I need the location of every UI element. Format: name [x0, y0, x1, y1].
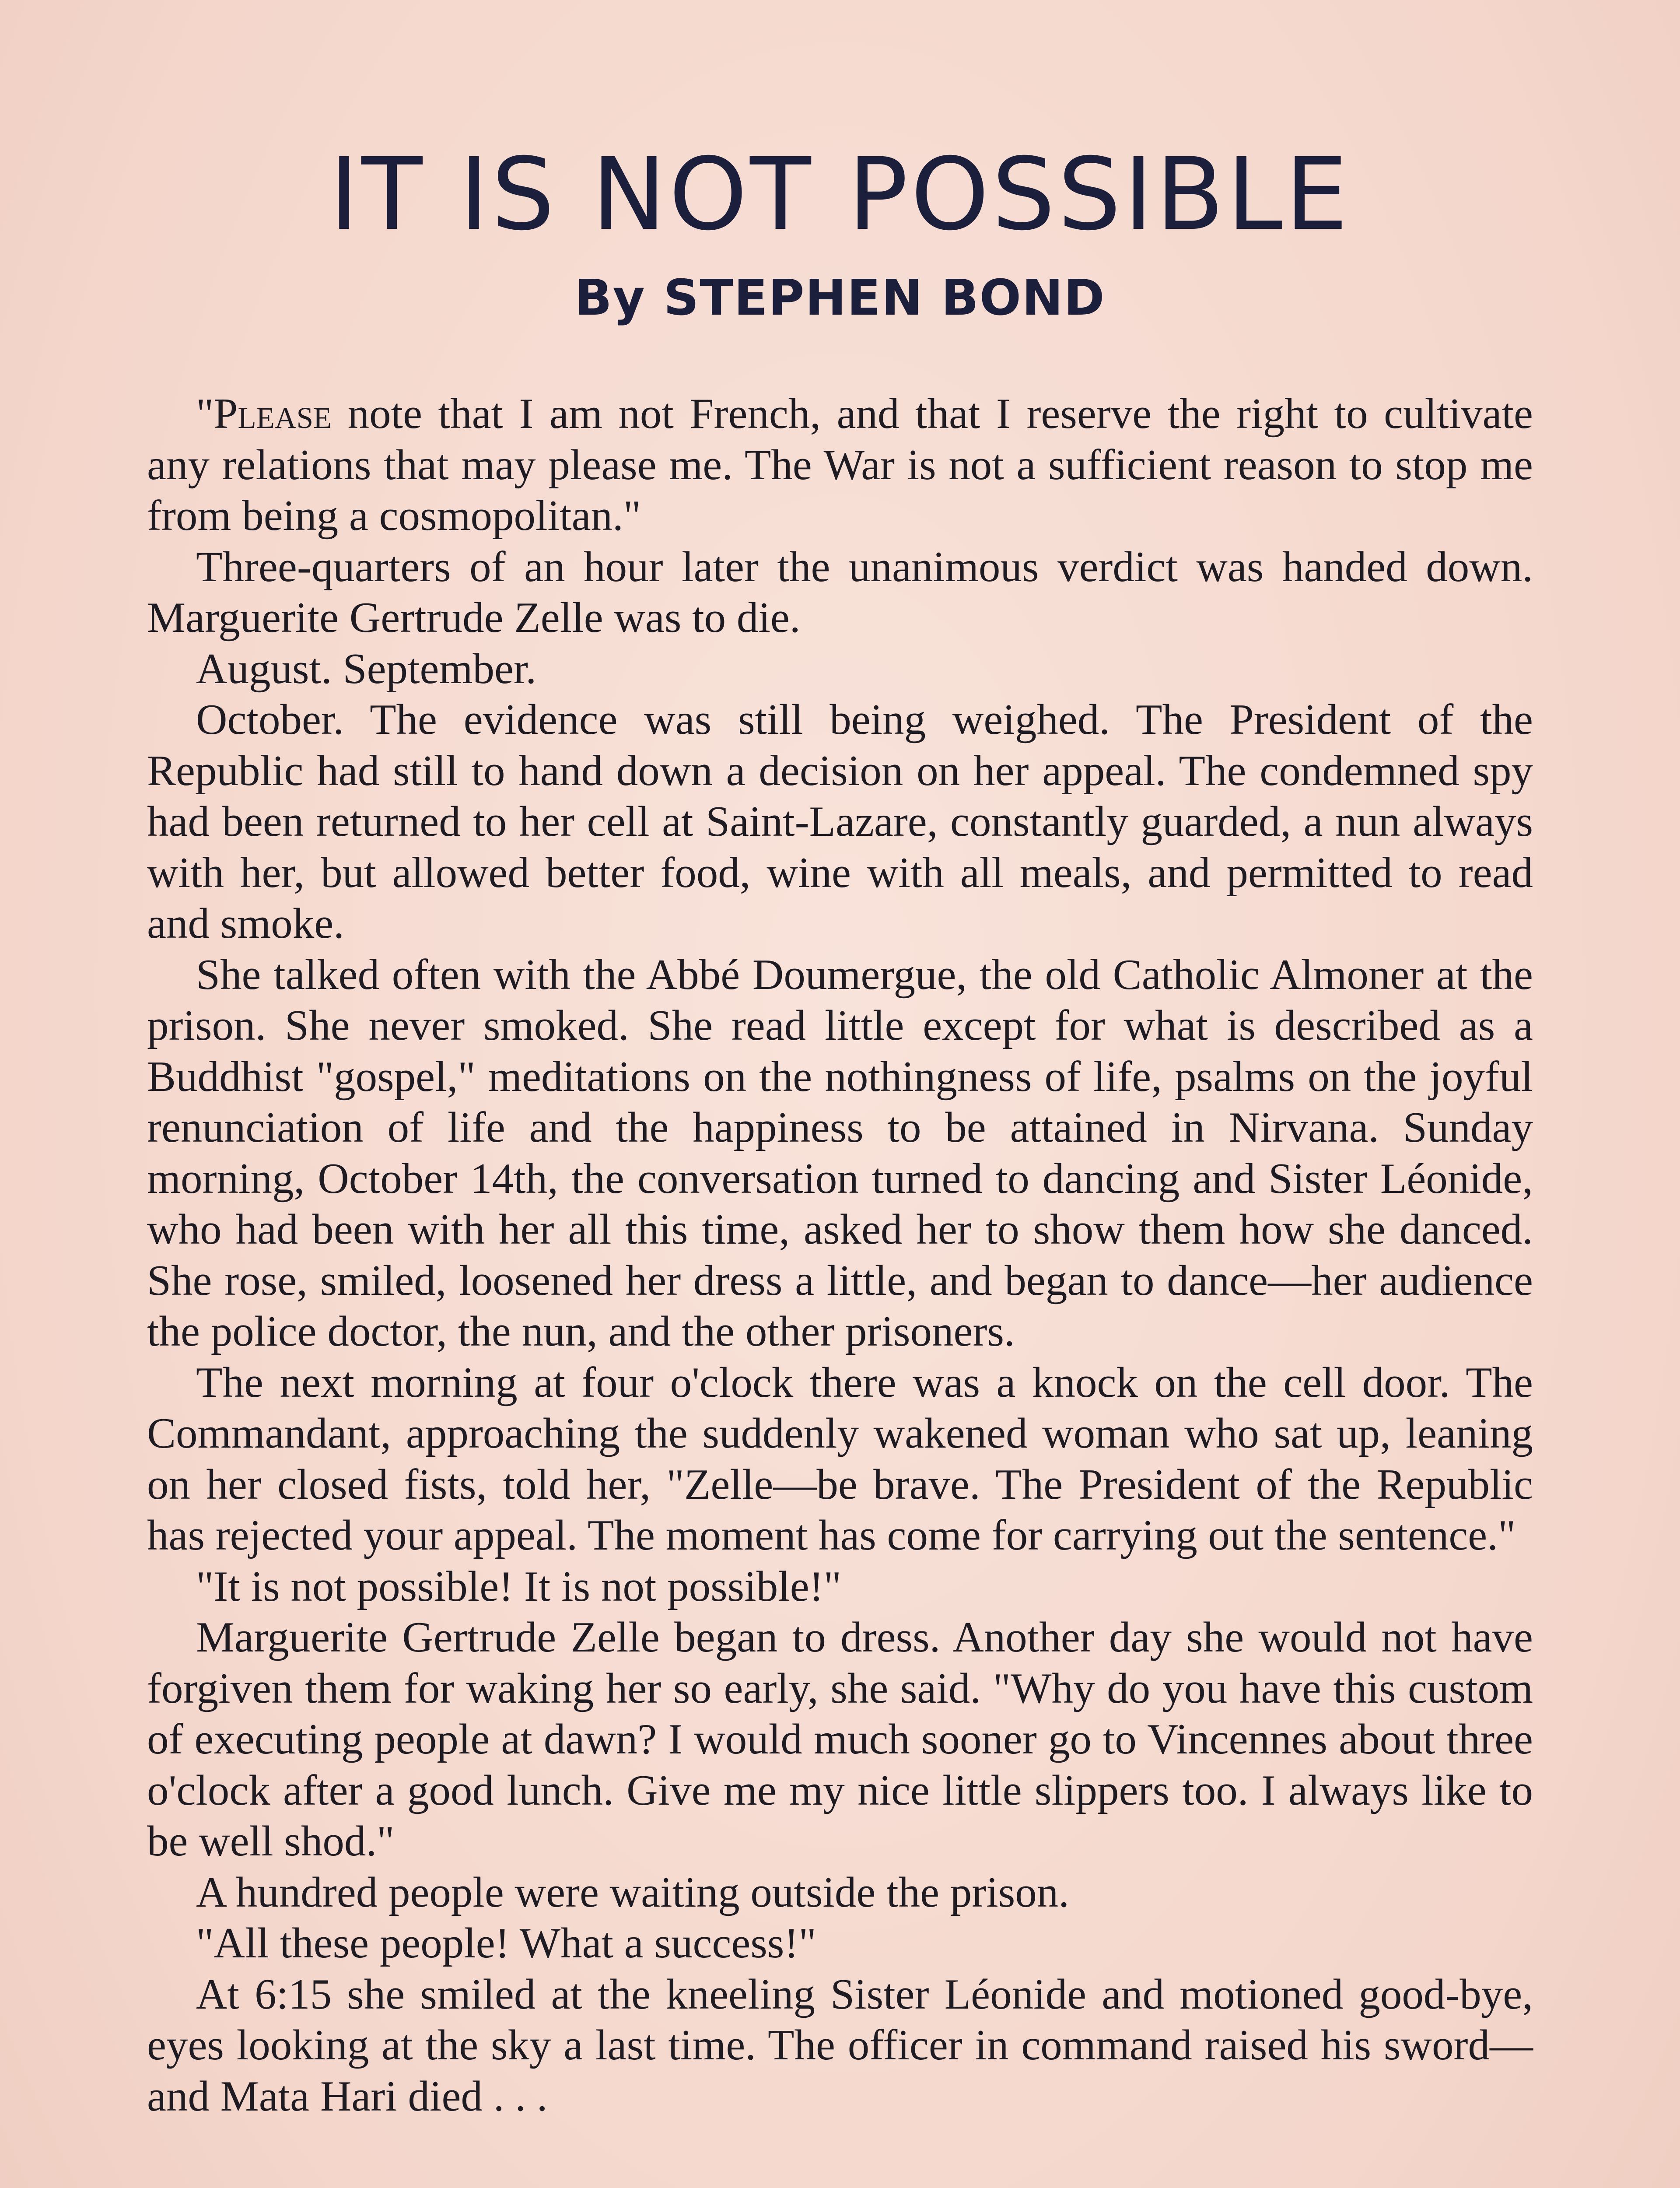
paragraph-8: Marguerite Gertrude Zelle began to dress. Another day she would not have forgiven them for waking her so early, she said. "Why do you have this custom of executing people at dawn? I would much sooner go to Vincennes about three o'clock after a good lunch. Give me my nice little slippers too. I always like to be well shod." [147, 1613, 1533, 1865]
paragraph-11: At 6:15 she smiled at the kneeling Sister Léonide and motioned good-bye, eyes looking at the sky a last time. The officer in command raised his sword—and Mata Hari died . . . [147, 1970, 1533, 2120]
paragraph-2: Three-quarters of an hour later the unanimous verdict was handed down. Marguerite Gertrude Zelle was to die. [147, 543, 1533, 642]
article-body [147, 389, 1533, 2122]
paragraph-5: She talked often with the Abbé Doumergue, the old Catholic Almoner at the prison. She never smoked. She read little except for what is described as a Buddhist "gospel," meditations on the nothingness of life, psalms on the joyful renunciation of life and the happiness to be attained in Nirvana. Sunday morning, October 14th, the conversation turned to dancing and Sister Léonide, who had been with her all this time, asked her to show them how she danced. She rose, smiled, loosened her dress a little, and began to dance—her audience the police doctor, the nun, and the other prisoners. [147, 950, 1533, 1355]
paragraph-10: "All these people! What a success!" [196, 1919, 816, 1967]
paragraph-1-rest: note that I am not French, and that I reserve the right to cultivate any relations that may please me. The War is not a sufficient reason to stop me from being a cosmopolitan." [147, 390, 1533, 540]
paragraph-7: "It is not possible! It is not possible!" [196, 1562, 842, 1610]
article-title: IT IS NOT POSSIBLE [329, 136, 1351, 252]
paragraph-1-lead: "Please [196, 390, 332, 438]
paragraph-4: October. The evidence was still being weighed. The President of the Republic had still to hand down a decision on her appeal. The condemned spy had been returned to her cell at Saint-Lazare, constantly guarded, a nun always with her, but allowed better food, wine with all meals, and permitted to read and smoke. [147, 696, 1533, 947]
paragraph-9: A hundred people were waiting outside the prison. [196, 1868, 1070, 1916]
article-byline: By STEPHEN BOND [574, 270, 1106, 326]
paragraph-6: The next morning at four o'clock there was a knock on the cell door. The Commandant, approaching the suddenly wakened woman who sat up, leaning on her closed fists, told her, "Zelle—be brave. The President of the Republic has rejected your appeal. The moment has come for carrying out the sentence." [147, 1358, 1533, 1559]
paragraph-3: August. September. [196, 645, 537, 693]
paragraph-1 [147, 389, 1533, 542]
